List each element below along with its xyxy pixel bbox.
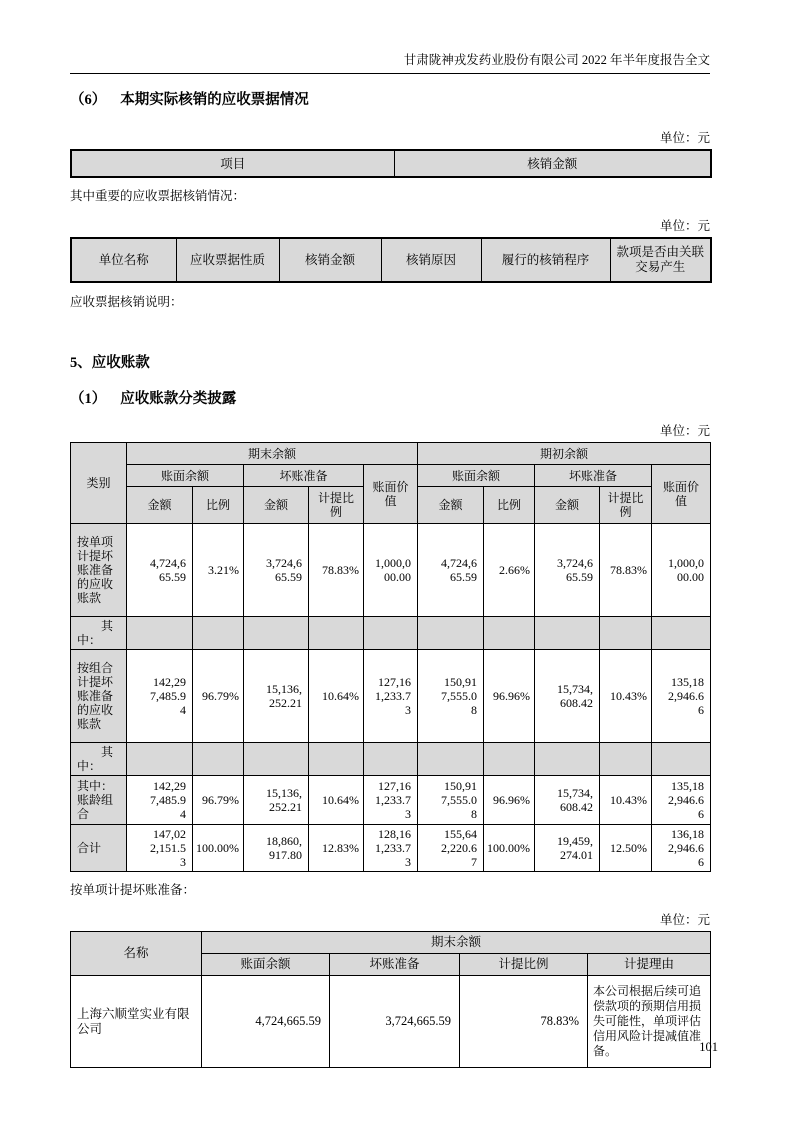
amount-cell: 150,917,555.08 <box>418 650 484 743</box>
important-writeoff-table <box>70 237 712 283</box>
bad-debt-cell: 3,724,665.59 <box>330 976 460 1068</box>
header-cell-procedure: 履行的核销程序 <box>481 238 610 282</box>
empty-cell <box>364 617 418 650</box>
header-cell-name: 名称 <box>71 932 202 976</box>
header-cell-book-value: 账面价值 <box>652 465 711 524</box>
ratio-cell: 2.66% <box>484 524 535 617</box>
category-cell: 其中： <box>71 617 127 650</box>
amount-cell: 15,734,608.42 <box>535 650 600 743</box>
empty-cell <box>600 617 652 650</box>
amount-cell: 15,136,252.21 <box>244 776 309 825</box>
empty-cell <box>127 743 193 776</box>
table-row <box>71 650 711 743</box>
header-cell-provision-ratio: 计提比例 <box>460 954 588 976</box>
header-rule <box>70 73 710 74</box>
table-row-total <box>71 825 711 872</box>
amount-cell: 150,917,555.08 <box>418 776 484 825</box>
ratio-cell: 96.79% <box>193 650 244 743</box>
ratio-cell: 78.83% <box>460 976 588 1068</box>
name-cell: 上海六顺堂实业有限公司 <box>71 976 202 1068</box>
table-row <box>71 524 711 617</box>
table-header-row <box>71 932 711 954</box>
book-value-cell: 136,182,946.66 <box>652 825 711 872</box>
amount-cell: 142,297,485.94 <box>127 650 193 743</box>
table-row <box>71 976 711 1068</box>
empty-cell <box>484 743 535 776</box>
sub-heading-1 <box>70 389 710 409</box>
category-cell: 其中： <box>71 743 127 776</box>
header-cell-period-begin: 期初余额 <box>418 443 711 465</box>
empty-cell <box>309 617 364 650</box>
amount-cell: 3,724,665.59 <box>535 524 600 617</box>
ratio-cell: 10.43% <box>600 650 652 743</box>
header-cell-ratio: 比例 <box>193 487 244 524</box>
important-writeoff-note: 其中重要的应收票据核销情况： <box>70 189 246 203</box>
table-row <box>71 617 711 650</box>
header-cell-provision-reason: 计提理由 <box>588 954 711 976</box>
book-value-cell: 135,182,946.66 <box>652 776 711 825</box>
running-header: 甘肃陇神戎发药业股份有限公司 2022 年半年度报告全文 <box>403 53 710 67</box>
header-cell-amount: 金额 <box>418 487 484 524</box>
header-cell-ratio: 比例 <box>484 487 535 524</box>
amount-cell: 15,734,608.42 <box>535 776 600 825</box>
writeoff-table <box>70 149 712 178</box>
amount-cell: 4,724,665.59 <box>418 524 484 617</box>
ratio-cell: 12.50% <box>600 825 652 872</box>
empty-cell <box>309 743 364 776</box>
header-cell-note-nature: 应收票据性质 <box>176 238 279 282</box>
book-value-cell: 127,161,233.73 <box>364 776 418 825</box>
ratio-cell: 10.64% <box>309 650 364 743</box>
ratio-cell: 100.00% <box>193 825 244 872</box>
header-cell-amount: 金额 <box>244 487 309 524</box>
header-cell-bad-debt: 坏账准备 <box>330 954 460 976</box>
table-header-row <box>71 443 711 465</box>
header-cell-unit-name: 单位名称 <box>71 238 176 282</box>
ratio-cell: 10.64% <box>309 776 364 825</box>
header-cell-related-party: 款项是否由关联交易产生 <box>610 238 711 282</box>
empty-cell <box>418 743 484 776</box>
category-cell: 其中：账龄组合 <box>71 776 127 825</box>
table-header-row <box>71 465 711 487</box>
amount-cell: 4,724,665.59 <box>127 524 193 617</box>
page-number: 101 <box>699 1040 718 1054</box>
empty-cell <box>652 617 711 650</box>
header-cell-amount: 金额 <box>127 487 193 524</box>
unit-label: 单位：元 <box>659 219 710 233</box>
empty-cell <box>600 743 652 776</box>
header-cell-writeoff-reason: 核销原因 <box>381 238 481 282</box>
header-cell-book-value: 账面价值 <box>364 465 418 524</box>
empty-cell <box>127 617 193 650</box>
ratio-cell: 96.96% <box>484 776 535 825</box>
individual-provision-note: 按单项计提坏账准备： <box>70 883 196 897</box>
sub-heading-1-title: 应收账款分类披露 <box>120 391 237 407</box>
category-cell: 合计 <box>71 825 127 872</box>
ratio-cell: 10.43% <box>600 776 652 825</box>
ratio-cell: 78.83% <box>309 524 364 617</box>
section-heading-6-title: 本期实际核销的应收票据情况 <box>120 92 309 108</box>
amount-cell: 15,136,252.21 <box>244 650 309 743</box>
empty-cell <box>364 743 418 776</box>
header-cell-book-balance: 账面余额 <box>202 954 330 976</box>
writeoff-explanation-note: 应收票据核销说明： <box>70 295 183 309</box>
ratio-cell: 96.96% <box>484 650 535 743</box>
empty-cell <box>193 617 244 650</box>
section-heading-5: 5、应收账款 <box>70 355 150 371</box>
header-cell-provision-ratio: 计提比例 <box>309 487 364 524</box>
header-cell-amount: 金额 <box>535 487 600 524</box>
writeoff-col-item: 项目 <box>71 150 394 177</box>
book-value-cell: 127,161,233.73 <box>364 650 418 743</box>
empty-cell <box>652 743 711 776</box>
reason-cell: 本公司根据后续可追偿款项的预期信用损失可能性，单项评估信用风险计提减值准备。 <box>588 976 711 1068</box>
header-cell-book-balance: 账面余额 <box>127 465 244 487</box>
book-value-cell: 1,000,000.00 <box>652 524 711 617</box>
empty-cell <box>244 743 309 776</box>
table-row <box>71 743 711 776</box>
table-row <box>71 776 711 825</box>
empty-cell <box>535 743 600 776</box>
header-cell-bad-debt: 坏账准备 <box>535 465 652 487</box>
book-balance-cell: 4,724,665.59 <box>202 976 330 1068</box>
ratio-cell: 3.21% <box>193 524 244 617</box>
empty-cell <box>484 617 535 650</box>
table-row <box>71 150 711 177</box>
header-cell-provision-ratio: 计提比例 <box>600 487 652 524</box>
header-cell-writeoff-amount: 核销金额 <box>279 238 381 282</box>
unit-label: 单位：元 <box>659 424 710 438</box>
empty-cell <box>244 617 309 650</box>
header-cell-period-end: 期末余额 <box>127 443 418 465</box>
amount-cell: 147,022,151.53 <box>127 825 193 872</box>
category-cell: 按组合计提坏账准备的应收账款 <box>71 650 127 743</box>
ratio-cell: 78.83% <box>600 524 652 617</box>
empty-cell <box>535 617 600 650</box>
ar-classification-table <box>70 442 711 872</box>
header-cell-book-balance: 账面余额 <box>418 465 535 487</box>
header-cell-category: 类别 <box>71 443 127 524</box>
writeoff-col-amount: 核销金额 <box>394 150 711 177</box>
amount-cell: 142,297,485.94 <box>127 776 193 825</box>
empty-cell <box>193 743 244 776</box>
unit-label: 单位：元 <box>659 913 710 927</box>
header-cell-period-end: 期末余额 <box>202 932 711 954</box>
ratio-cell: 100.00% <box>484 825 535 872</box>
section-heading-6 <box>70 90 710 110</box>
book-value-cell: 128,161,233.73 <box>364 825 418 872</box>
amount-cell: 155,642,220.67 <box>418 825 484 872</box>
ratio-cell: 12.83% <box>309 825 364 872</box>
amount-cell: 19,459,274.01 <box>535 825 600 872</box>
unit-label: 单位：元 <box>659 131 710 145</box>
empty-cell <box>418 617 484 650</box>
table-row <box>71 238 711 282</box>
amount-cell: 3,724,665.59 <box>244 524 309 617</box>
section-heading-6-number: （6） <box>70 92 107 108</box>
book-value-cell: 1,000,000.00 <box>364 524 418 617</box>
sub-heading-1-number: （1） <box>70 391 107 407</box>
category-cell: 按单项计提坏账准备的应收账款 <box>71 524 127 617</box>
book-value-cell: 135,182,946.66 <box>652 650 711 743</box>
ratio-cell: 96.79% <box>193 776 244 825</box>
header-cell-bad-debt: 坏账准备 <box>244 465 364 487</box>
individual-provision-table <box>70 931 711 1068</box>
amount-cell: 18,860,917.80 <box>244 825 309 872</box>
